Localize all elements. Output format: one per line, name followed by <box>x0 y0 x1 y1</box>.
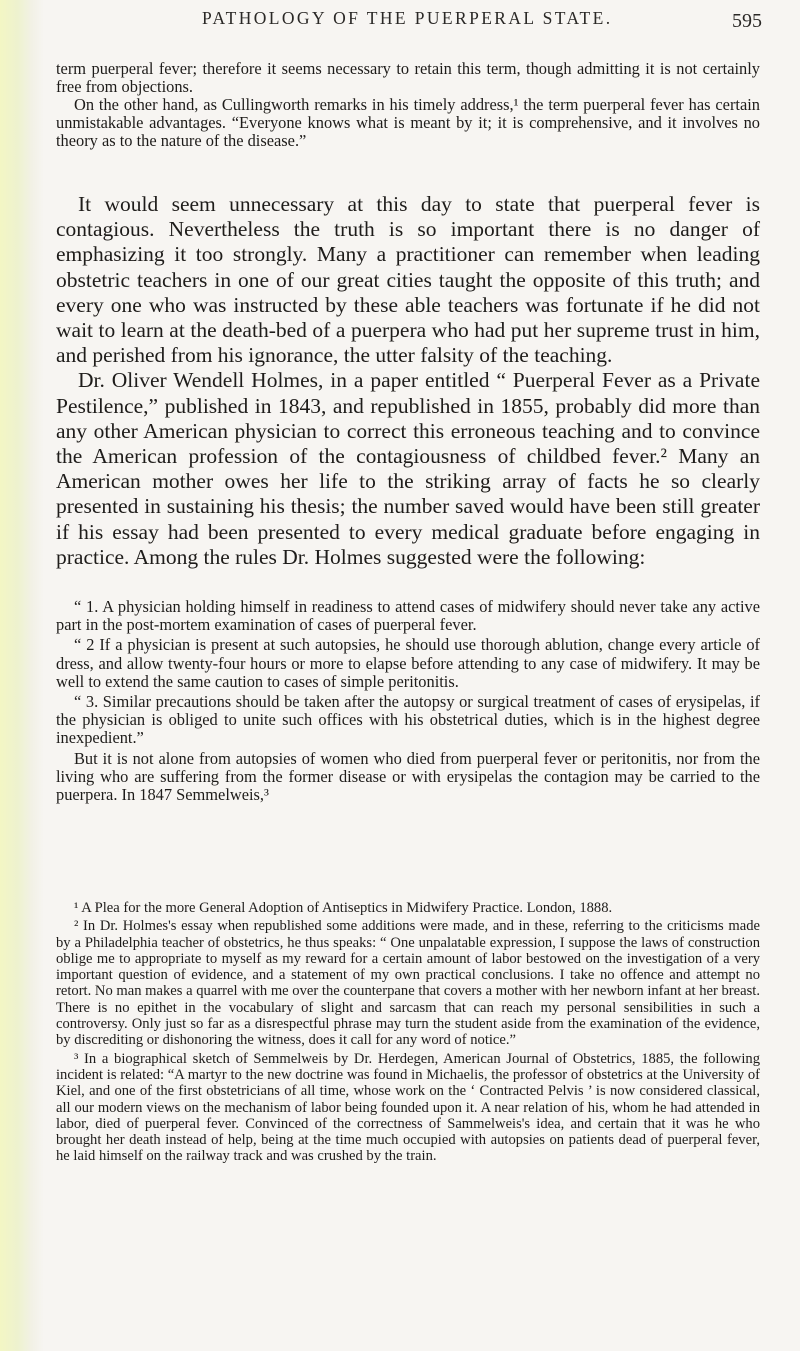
continuation-text <box>56 60 760 150</box>
body-paragraph-holmes: Dr. Oliver Wendell Holmes, in a paper entitled “ Puerperal Fever as a Private Pestilence,” published in 1843, and republished in 1855, probably did more than any other American physician to correct this erroneous teaching and to convince the American profession of the contagiousness of childbed fever.² Many an American mother owes her life to the striking array of facts he so clearly presented in sustaining his thesis; the number saved would have been still greater if his essay had been presented to every medical graduate before engaging in practice. Among the rules Dr. Holmes suggested were the following: <box>56 368 760 569</box>
rule-2: “ 2 If a physician is present at such autopsies, he should use thorough ablution, change every article of dress, and allow twenty-four hours or more to elapse before attending to any case of midwifery. It may be well to extend the same caution to cases of simple peritonitis. <box>56 635 760 691</box>
rule-1: “ 1. A physician holding himself in readiness to attend cases of midwifery should never take any active part in the post-mortem examination of cases of puerperal fever. <box>56 597 760 635</box>
running-head: PATHOLOGY OF THE PUERPERAL STATE. <box>202 8 613 28</box>
page-binding-edge <box>0 0 44 1351</box>
holmes-rules <box>56 598 760 806</box>
rule-3: “ 3. Similar precautions should be taken after the autopsy or surgical treatment of cases of erysipelas, if the physician is obliged to unite such offices with his obstetrical duties, which is in the highest degree inexpedient.” <box>56 692 760 748</box>
page-number: 595 <box>732 10 762 32</box>
footnotes <box>56 900 760 1167</box>
lead-paragraph-1: term puerperal fever; therefore it seems necessary to retain this term, though admitting it is not certainly free from objections. <box>56 59 760 96</box>
footnote-1: ¹ A Plea for the more General Adoption of Antiseptics in Midwifery Practice. London, 1888. <box>74 900 613 916</box>
rules-followup-paragraph: But it is not alone from autopsies of women who died from puerperal fever or peritonitis, nor from the living who are suffering from the former disease or with erysipelas the contagion may be carried to the puerpera. In 1847 Semmelweis,³ <box>56 748 760 805</box>
footnote-2: ² In Dr. Holmes's essay when republished some additions were made, and in these, referring to the criticisms made by a Philadelphia teacher of obstetrics, he thus speaks: “ One unpalatable expression, I suppose the laws of construction oblige me to appropriate to myself as my reward for a certain amount of labor bestowed on the investigation of a very important question of evidence, and a statement of my own practical conclusions. I take no offence and attempt no retort. No man makes a quarrel with me over the counterpane that covers a mother with her newborn infant at her breast. There is no epithet in the vocabulary of slight and sarcasm that can reach my personal sensibilities in such a controversy. Only just so far as a disrespectful phrase may turn the student aside from the examination of the evidence, by discrediting or dishonoring the witness, does it call for any word of notice.” <box>56 918 760 1049</box>
lead-paragraph-2: On the other hand, as Cullingworth remarks in his timely address,¹ the term puerperal fever has certain unmistakable advantages. “Everyone knows what is meant by it; it is comprehensive, and it involves no theory as to the nature of the disease.” <box>56 95 760 150</box>
footnote-3: ³ In a biographical sketch of Semmelweis by Dr. Herdegen, American Journal of Obstetrics, 1885, the following incident is related: “A martyr to the new doctrine was found in Michaelis, the professor of obstetrics at the University of Kiel, and one of the first obstetricians of all time, whose work on the ‘ Contracted Pelvis ’ is now considered classical, all our modern views on the mechanism of labor being founded upon it. A near relation of his, whom he had attended in labor, died of puerperal fever. Convinced of the correctness of Sammelweis's idea, and certain that it was he who brought her death instead of help, being at the time much occupied with autopsies on patients dead of puerperal fever, he laid himself on the railway track and was crushed by the train. <box>56 1050 760 1165</box>
body-text <box>56 192 760 570</box>
page-header <box>56 6 776 46</box>
body-paragraph-contagion: It would seem unnecessary at this day to state that puerperal fever is contagious. Nevertheless the truth is so important there is no danger of emphasizing it too strongly. Many a practitioner can remember when leading obstetric teachers in one of our great cities taught the opposite of this truth; and every one who was instructed by these able teachers was fortunate if he did not wait to learn at the death-bed of a puerpera who had put her supreme trust in him, and perished from his ignorance, the utter falsity of the teaching. <box>56 192 760 368</box>
